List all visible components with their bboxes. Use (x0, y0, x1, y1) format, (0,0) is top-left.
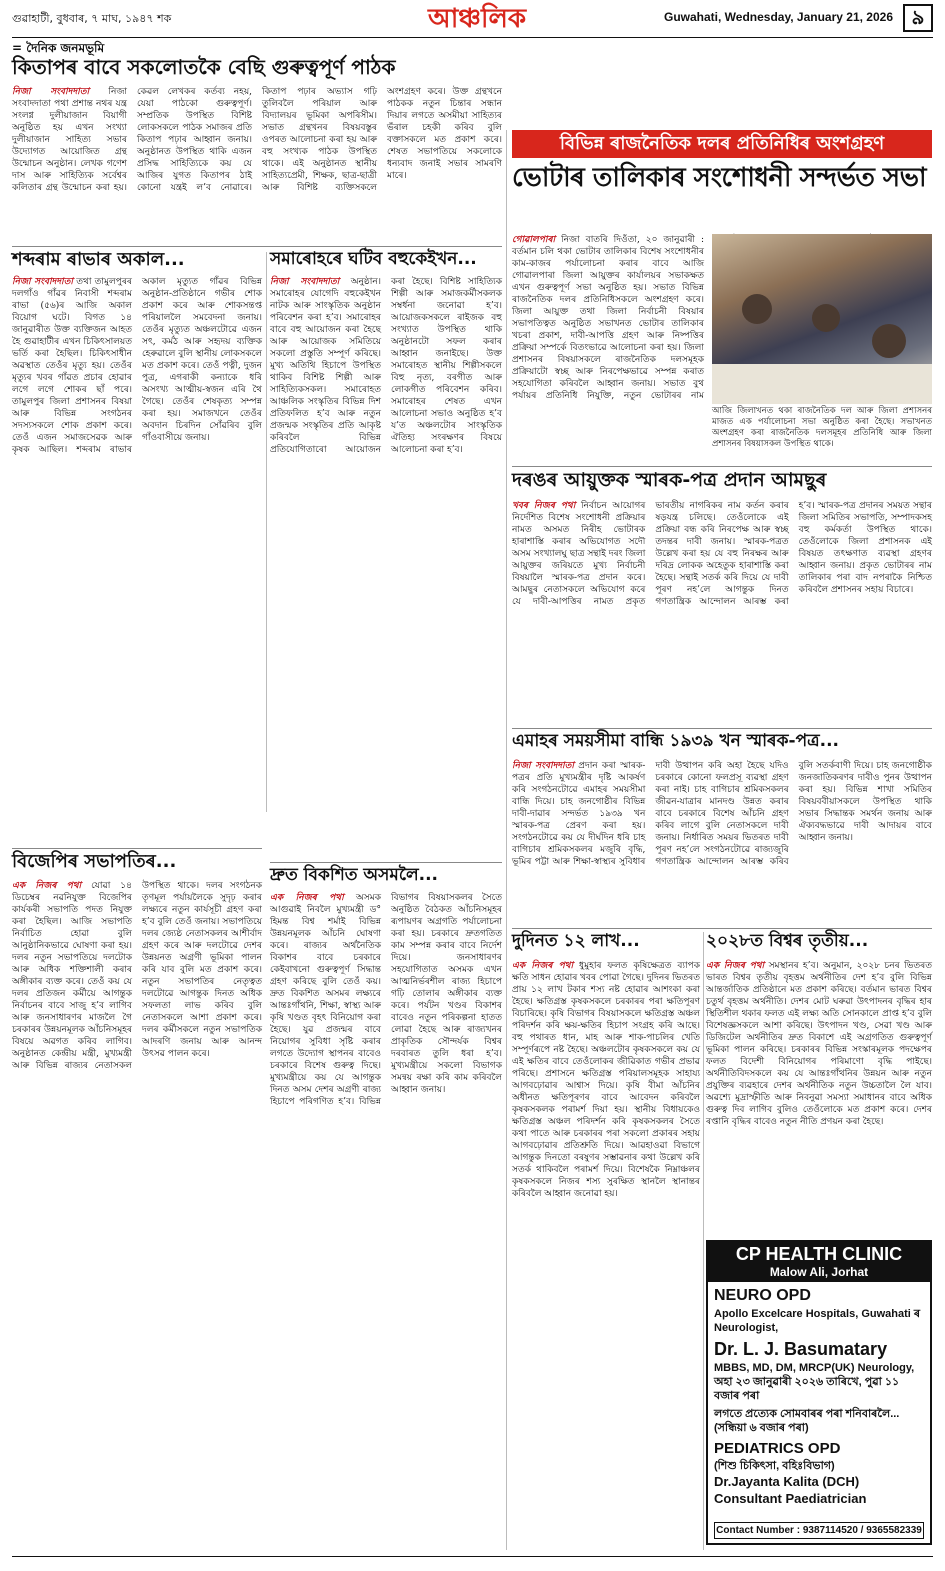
photo-caption-wrap (712, 406, 932, 460)
article-body (270, 276, 502, 806)
voter-headline: ভোটাৰ তালিকাৰ সংশোধনী সন্দৰ্ভত সভা (512, 163, 927, 193)
article-body (512, 234, 704, 410)
article-body (12, 880, 262, 1548)
clinic-advertisement (706, 1240, 932, 1545)
masthead-left-date: গুৱাহাটী, বুধবাৰ, ৭ মাঘ, ১৯৪৭ শক (12, 12, 172, 25)
article-headline: দৰঙৰ আয়ুক্তক স্মাৰক-পত্ৰ প্ৰদান আমছুৰ (512, 469, 827, 491)
ad-pedi-role: Consultant Paediatrician (714, 1491, 867, 1506)
masthead-brand: আঞ্চলিক (427, 4, 527, 34)
voter-headline-wrap (512, 164, 932, 198)
ad-neuro-degree: MBBS, MD, DM, MRCP(UK) Neurology, (714, 1362, 915, 1374)
ad-pedi-doctor: Dr.Jayanta Kalita (DCH) (714, 1474, 860, 1489)
article-body (12, 86, 502, 236)
ad-address: Malow Ali, Jorhat (708, 1265, 930, 1282)
article-samaroh (270, 250, 502, 810)
masthead (12, 4, 933, 38)
divider (12, 246, 502, 247)
article-dudinot (512, 932, 700, 1552)
divider (12, 848, 262, 849)
ad-neuro-date: অহা ২৩ জানুৱাৰী ২০২৬ তাৰিখে, পুৱা ১১ বজাৰ পৰা (714, 1376, 900, 1402)
divider (512, 928, 932, 929)
article-text: অসমক আগুৱাই নিবলৈ মুখ্যমন্ত্ৰী ড° হিমন্ত বিশ্ব শৰ্মাই বিভিন্ন উন্নয়নমূলক আঁচনি ঘোষণা কৰে। ৰাজ্যৰ অৰ্থনৈতিক বিকাশৰ বাবে চৰকাৰে কেইবাখনো গুৰুত্বপূৰ্ণ সিদ্ধান্ত গ্ৰহণ কৰিছে বুলি তেওঁ কয়। দ্ৰুত বিকশিত অসমৰ লক্ষ্যৰে আন্তঃগাঁথনি, শিক্ষা, স্বাস্থ্য আৰু কৃষি খণ্ডত বৃহৎ বিনিয়োগ কৰা হৈছে। যুৱ প্ৰজন্মৰ বাবে নিয়োগৰ সুবিধা সৃষ্টি কৰাৰ লগতে উদ্যোগ স্থাপনৰ বাবেও চৰকাৰে বিশেষ গুৰুত্ব দিছে। মুখ্যমন্ত্ৰীয়ে কয় যে আগন্তুক দিনত অসম দেশৰ অগ্ৰণী ৰাজ্য হিচাপে পৰিগণিত হ’ব। বিভিন্ন বিভাগৰ বিষয়াসকলৰ সৈতে অনুষ্ঠিত বৈঠকত আঁচনিসমূহৰ ৰূপায়ণৰ অগ্ৰগতি পৰ্যালোচনা কৰা হয়। চৰকাৰে দ্ৰুতগতিত কাম সম্পন্ন কৰাৰ বাবে নিৰ্দেশ দিয়ে। জনসাধাৰণৰ সহযোগিতাত অসমক এখন আত্মনিৰ্ভৰশীল ৰাজ্য হিচাপে গঢ়ি তোলাৰ অঙ্গীকাৰ ব্যক্ত কৰে। পৰ্যটন খণ্ডৰ বিকাশৰ বাবেও নতুন পৰিকল্পনা হাতত লোৱা হৈছে আৰু ৰাজ্যখনৰ প্ৰাকৃতিক সৌন্দৰ্যক বিশ্বৰ দৰবাৰত তুলি ধৰা হ’ব। মুখ্যমন্ত্ৰীয়ে সকলো বিভাগক সমন্বয় ৰক্ষা কৰি কাম কৰিবলৈ আহ্বান জনায়। (270, 893, 502, 1107)
column-rule (266, 252, 267, 812)
article-byline: এক নিজৰ পথা (12, 881, 82, 891)
photo-person (812, 304, 840, 332)
article-headline: শব্দৰাম ৰাভাৰ অকাল... (12, 249, 185, 270)
voter-tag (512, 130, 932, 158)
article-byline: নিজা সংবাদদাতা (12, 87, 90, 97)
ad-neuro-role: Neurologist, (714, 1322, 779, 1334)
article-body (512, 760, 932, 920)
article-text: তথা তামুলপুৰৰ দলগাঁও গাঁৱৰ নিবাসী শব্দৰাম ৰাভা (৫৬)ৰ আজি অকাল বিয়োগ ঘটে। বিগত ১৪ জানুৱাৰীত উক্ত ব্যক্তিজন আহত হৈ গুৱাহাটীৰ এখন চিকিৎসালয়ত ভৰ্তি কৰা হৈছিল। চিকিৎসাধীন অৱস্থাত তেওঁৰ মৃত্যু হয়। তেওঁৰ মৃত্যুৰ খবৰ গাঁৱত প্ৰচাৰ হোৱাৰ লগে লগে শোকৰ ছাঁ পৰে। তামুলপুৰ জিলা প্ৰশাসনৰ বিষয়া আৰু বিভিন্ন সংগঠনৰ সদস্যসকলে শোক প্ৰকাশ কৰে। তেওঁ এজন সমাজসেৱক আৰু কৃষক আছিল। শব্দৰাম ৰাভাৰ অকাল মৃত্যুত গাঁৱৰ বিভিন্ন অনুষ্ঠান-প্ৰতিষ্ঠানে গভীৰ শোক প্ৰকাশ কৰে আৰু শোকসন্তপ্ত পৰিয়াললৈ সমবেদনা জনায়। তেওঁৰ মৃত্যুত অঞ্চলটোৱে এজন সৎ, কৰ্মঠ আৰু সহৃদয় ব্যক্তিক হেৰুৱালে বুলি স্থানীয় লোকসকলে মত প্ৰকাশ কৰে। তেওঁ পত্নী, দুজন পুত্ৰ, এগৰাকী কন্যাকে ধৰি অসংখ্য আত্মীয়-স্বজন এৰি থৈ গৈছে। তেওঁৰ শেষকৃত্য সম্পন্ন কৰা হয়। সমাজখনে তেওঁৰ অবদান চিৰদিন সোঁৱৰিব বুলি গাঁওবাসীয়ে জনায়। (12, 277, 262, 455)
article-text: নিজা বাতৰি দিওঁতা, ২০ জানুৱাৰী : বৰ্তমান চলি থকা ভোটাৰ তালিকাৰ বিশেষ সংশোধনীৰ কাম-কাজৰ পৰ্যালোচনা কৰাৰ বাবে আজি গোৱালপাৰা জিলা আয়ুক্তৰ কাৰ্যালয়ৰ সভাকক্ষত এখন গুৰুত্বপূৰ্ণ সভা অনুষ্ঠিত হয়। সভাত বিভিন্ন ৰাজনৈতিক দলৰ প্ৰতিনিধিসকলে অংশগ্ৰহণ কৰে। জিলা আয়ুক্ত তথা জিলা নিৰ্বাচনী বিষয়াৰ সভাপতিত্বত অনুষ্ঠিত সভাখনত ভোটাৰ তালিকাৰ খচৰা প্ৰকাশ, দাবী-আপত্তি গ্ৰহণ আৰু নিষ্পত্তিৰ প্ৰক্ৰিয়া সম্পৰ্কে বিতংভাৱে আলোচনা কৰা হয়। জিলা প্ৰশাসনৰ বিষয়াসকলে ৰাজনৈতিক দলসমূহক প্ৰক্ৰিয়াটো স্বচ্ছ আৰু নিৰপেক্ষভাৱে সম্পন্ন কৰাত সহযোগিতা কৰিবলৈ আহ্বান জনায়। সভাত বুথ পৰ্যায়ৰ প্ৰতিনিধি নিযুক্তি, নতুন ভোটাৰৰ নাম (512, 235, 704, 401)
masthead-right-date: Guwahati, Wednesday, January 21, 2026 (664, 10, 893, 24)
article-voter (512, 234, 704, 410)
article-byline: নিজা সংবাদদাতা (270, 277, 340, 287)
article-text: নিজা সংবাদদাতা পথা প্ৰশান্ত নথৰ যন্ত্ৰ সংলগ্ন দুলীয়াজান বিয়াগী অনুষ্ঠিত হয় এখন সংখ্যা দুলীয়াজান সাহিত্য সভাৰ উদ্যোগত আয়োজিত গ্ৰন্থ উন্মোচন অনুষ্ঠান। লেখক গণেশ দাস আৰু সাহিত্যিক সৰ্বেশ্বৰ কলিতাৰ গ্ৰন্থ উন্মোচন কৰা হয়। কেৱল লেখকৰ কৰ্তব্য নহয়, যেয়া পাঠকো গুৰুত্বপূৰ্ণ। সম্প্ৰতিক উপস্থিত বিশিষ্ট লোকসকলে পাঠক সমাজৰ প্ৰতি কিতাপ পঢ়াৰ আহ্বান জনায়। অনুষ্ঠানত উপস্থিত থাকি এজন প্ৰসিদ্ধ সাহিত্যিকে কয় যে আজিৰ যুগত কিতাপৰ ঠাই কোনো যন্ত্ৰই ল’ব নোৱাৰে। কিতাপ পঢ়াৰ অভ্যাস গঢ়ি তুলিবলৈ পৰিয়াল আৰু বিদ্যালয়ৰ ভূমিকা অপৰিসীম। সভাত গ্ৰন্থখনৰ বিষয়বস্তুৰ ওপৰত আলোচনা কৰা হয় আৰু বহু সংখ্যক পাঠক উপস্থিত থাকে। এই অনুষ্ঠানত স্থানীয় সাহিত্যপ্ৰেমী, শিক্ষক, ছাত্ৰ-ছাত্ৰী আৰু বিশিষ্ট ব্যক্তিসকলে অংশগ্ৰহণ কৰে। উক্ত গ্ৰন্থখনে পাঠকক নতুন চিন্তাৰ সন্ধান দিয়াৰ লগতে অসমীয়া সাহিত্যৰ ভঁৰাল চহকী কৰিব বুলি বক্তাসকলে মত প্ৰকাশ কৰে। শেষত সভাপতিয়ে সকলোকে ধন্যবাদ জনাই সভাৰ সামৰণি মাৰে। (12, 87, 502, 193)
meeting-photo (712, 234, 932, 404)
article-headline: কিতাপৰ বাবে সকলোতকৈ বেছি গুৰুত্বপূর্ণ পাঠক (12, 55, 396, 79)
column-rule (506, 130, 507, 1550)
article-text: সমস্থানৰ হ’ব। অনুমান, ২০২৮ চনৰ ভিতৰত ভাৰত বিশ্বৰ তৃতীয় বৃহত্তম অৰ্থনীতিৰ দেশ হ’ব বুলি বিভিন্ন আন্তৰ্জাতিক প্ৰতিষ্ঠানে মত প্ৰকাশ কৰিছে। বৰ্তমান ভাৰত বিশ্বৰ চতুৰ্থ বৃহত্তম অৰ্থনীতি। দেশৰ মোট ঘৰুৱা উৎপাদনৰ বৃদ্ধিৰ হাৰ স্থিতিশীল থকাৰ ফলত এই লক্ষ্য অতি সোনকালে প্ৰাপ্ত হ’ব বুলি বিশেষজ্ঞসকলে আশা কৰিছে। উৎপাদন খণ্ড, সেৱা খণ্ড আৰু ডিজিটেল অৰ্থনীতিৰ দ্ৰুত বিকাশে এই অগ্ৰগতিত গুৰুত্বপূৰ্ণ ভূমিকা পালন কৰিছে। চৰকাৰৰ বিভিন্ন সংস্কাৰমূলক পদক্ষেপৰ ফলত বিদেশী বিনিয়োগৰ পৰিমাণো বৃদ্ধি পাইছে। অৰ্থনীতিবিদসকলে কয় যে আন্তঃগাঁথনিৰ উন্নয়ন আৰু নতুন প্ৰযুক্তিৰ ব্যৱহাৰে দেশৰ অৰ্থনীতিক নতুন উচ্চতালৈ লৈ যাব। অৱশ্যে মুদ্ৰাস্ফীতি আৰু নিবনুৱা সমস্যা সমাধানৰ বাবে অধিক গুৰুত্ব দিব লাগিব বুলিও তেওঁলোকে মত প্ৰকাশ কৰে। দেশৰ ৰপ্তানি বৃদ্ধিৰ বাবেও নতুন নীতি প্ৰণয়ন কৰা হৈছে। (706, 961, 932, 1127)
ad-regular-time: (সন্ধিয়া ৬ বজাৰ পৰা) (714, 1422, 809, 1434)
ad-clinic-name: CP HEALTH CLINIC (708, 1242, 930, 1265)
voter-tag-title: বিভিন্ন ৰাজনৈতিক দলৰ প্ৰতিনিধিৰ অংশগ্ৰহণ (559, 133, 885, 154)
article-sabdaram (12, 250, 262, 512)
page-number: ৯ (903, 4, 933, 32)
column-rule (703, 932, 704, 1550)
ad-pedi-title: PEDIATRICS OPD (714, 1440, 841, 1457)
photo-person (742, 294, 772, 324)
article-text: প্ৰদান কৰা স্মাৰক-পত্ৰৰ প্ৰতি মুখ্যমন্ত্ৰীৰ দৃষ্টি আকৰ্ষণ কৰি সংগঠনটোৱে এমাহৰ সময়সীমা বান্ধি দিয়ে। চাহ জনগোষ্ঠীৰ বিভিন্ন দাবী-দাৱাৰ সন্দৰ্ভত ১৯৩৯ খন স্মাৰক-পত্ৰ প্ৰেৰণ কৰা হয়। সংগঠনটোৱে কয় যে দীৰ্ঘদিন ধৰি চাহ বাগিচাৰ শ্ৰমিকসকলৰ মজুৰি বৃদ্ধি, ভূমিৰ পট্টা আৰু শিক্ষা-স্বাস্থ্যৰ সুবিধাৰ দাবী উত্থাপন কৰি অহা হৈছে যদিও চৰকাৰে কোনো ফলপ্ৰসূ ব্যৱস্থা গ্ৰহণ কৰা নাই। চাহ বাগিচাৰ শ্ৰমিকসকলৰ জীৱন-যাত্ৰাৰ মানদণ্ড উন্নত কৰাৰ বাবে চৰকাৰে বিশেষ আঁচনি গ্ৰহণ কৰিব লাগে বুলি নেতাসকলে দাবী জনায়। নিৰ্ধাৰিত সময়ৰ ভিতৰত দাবী পূৰণ নহ’লে সংগঠনটোৱে ৰাজ্যজুৰি গণতান্ত্ৰিক আন্দোলন আৰম্ভ কৰিব বুলি সতৰ্কবাণী দিয়ে। চাহ জনগোষ্ঠীক জনজাতিকৰণৰ দাবীও পুনৰ উত্থাপন কৰা হয়। বিভিন্ন শাখা সমিতিৰ বিষয়ববীয়াসকলে উপস্থিত থাকি সভাৰ সিদ্ধান্তক সমৰ্থন জনায় আৰু ঐক্যবদ্ধভাৱে দাবী আদায়ৰ বাবে আহ্বান জনায়। (512, 761, 932, 867)
voter-cont (512, 410, 704, 462)
ad-neuro-hospital: Apollo Excelcare Hospitals, Guwahati ৰ (714, 1308, 921, 1320)
ad-pedi-sub: (শিশু চিকিৎসা, বহিঃবিভাগ) (714, 1460, 835, 1472)
article-bijepi (12, 852, 262, 1552)
article-body (12, 276, 262, 508)
ad-neuro-doctor: Dr. L. J. Basumatary (714, 1339, 888, 1359)
ad-neuro-title: NEURO OPD (714, 1287, 811, 1304)
article-headline: বিজেপিৰ সভাপতিৰ... (12, 851, 177, 872)
photo-person (872, 324, 906, 358)
divider (512, 728, 932, 729)
article-byline: এক নিজৰ পথা (706, 961, 765, 971)
article-byline: নিজা সংবাদদাতা (512, 761, 574, 771)
article-byline: গোৱালপাৰা (512, 235, 556, 245)
article-text: অনুষ্ঠান। সমাৰোহৰ যোগেদি বহুকেইখন নাটক আৰু সাংস্কৃতিক অনুষ্ঠান পৰিবেশন কৰা হ’ব। সমাৰোহৰ বাবে বহু আয়োজন কৰা হৈছে আৰু আয়োজক সমিতিয়ে সকলো প্ৰস্তুতি সম্পূৰ্ণ কৰিছে। মুখ্য অতিথি হিচাপে উপস্থিত থাকিব বিশিষ্ট শিল্পী আৰু সাহিত্যিকসকল। সমাৰোহত আঞ্চলিক সংস্কৃতিৰ বিভিন্ন দিশ প্ৰতিফলিত হ’ব আৰু নতুন প্ৰজন্মক সংস্কৃতিৰ প্ৰতি আকৃষ্ট কৰিবলৈ বিভিন্ন প্ৰতিযোগিতাৰো আয়োজন কৰা হৈছে। বিশিষ্ট সাহিত্যিক শিল্পী আৰু সমাজকৰ্মীসকলক সম্বৰ্ধনা জনোৱা হ’ব। আয়োজকসকলে ৰাইজক বহু সংখ্যাত উপস্থিত থাকি অনুষ্ঠানটো সফল কৰাৰ আহ্বান জনাইছে। উক্ত সমাৰোহত স্থানীয় শিল্পীসকলে বিহু নৃত্য, বৰগীত আৰু লোকগীত পৰিবেশন কৰিব। সমাৰোহৰ শেষত এখন আলোচনা সভাও অনুষ্ঠিত হ’ব য’ত অঞ্চলটোৰ সাংস্কৃতিক ঐতিহ্য সংৰক্ষণৰ বিষয়ে আলোচনা কৰা হ’ব। (270, 277, 502, 455)
article-kitap (12, 56, 502, 242)
article-headline: দ্ৰুত বিকশিত অসমলৈ... (270, 865, 439, 885)
ad-regular: লগতে প্ৰত্যেক সোমবাৰৰ পৰা শনিবাৰলৈ... (714, 1408, 900, 1420)
article-byline: খবৰ নিজৰ পথা (512, 501, 576, 511)
article-headline: দুদিনত ১২ লাখ... (512, 931, 640, 951)
divider (270, 862, 502, 863)
article-drut (270, 866, 502, 1552)
photo-caption: আজি জিলাখনত থকা ৰাজনৈতিক দল আৰু জিলা প্ৰশাসনৰ মাজত এক পৰ্যালোচনা সভা অনুষ্ঠিত কৰা হৈছে। সভাখনত অংশগ্ৰহণ কৰা ৰাজনৈতিক দলসমূহৰ প্ৰতিনিধি আৰু জিলা প্ৰশাসনৰ বিষয়াসকল উপস্থিত থাকে। (712, 406, 932, 449)
article-body (270, 892, 502, 1548)
article-byline: নিজা সংবাদদাতা (12, 277, 73, 287)
divider (512, 466, 932, 467)
ad-contact: Contact Number : 9387114520 / 9365582339 (714, 1522, 924, 1539)
footer-rule (12, 1556, 933, 1557)
article-text: ধুমুহাৰ ফলত কৃষিক্ষেত্ৰত ব্যাপক ক্ষতি সাধন হোৱাৰ খবৰ পোৱা গৈছে। দুদিনৰ ভিতৰত প্ৰায় ১২ লাখ টকাৰ শস্য নষ্ট হোৱাৰ আশংকা কৰা হৈছে। ক্ষতিগ্ৰস্ত কৃষকসকলে চৰকাৰৰ পৰা ক্ষতিপূৰণ বিচাৰিছে। কৃষি বিভাগৰ বিষয়াসকলে ক্ষতিগ্ৰস্ত অঞ্চল পৰিদৰ্শন কৰি ক্ষয়-ক্ষতিৰ হিচাপ সংগ্ৰহ কৰি আছে। বহু পথাৰত ধান, মাহ আৰু শাক-পাচলিৰ খেতি সম্পূৰ্ণৰূপে নষ্ট হৈছে। অঞ্চলটোৰ কৃষকসকলে কয় যে এই ক্ষতিৰ বাবে তেওঁলোকৰ জীৱিকাত গভীৰ প্ৰভাৱ পৰিছে। প্ৰশাসনে ক্ষতিগ্ৰস্ত পৰিয়ালসমূহক সাহায্য আগবঢ়োৱাৰ আশ্বাস দিয়ে। কৃষি বীমা আঁচনিৰ অধীনত ক্ষতিপূৰণৰ বাবে আবেদন কৰিবলৈ কৃষকসকলক পৰামৰ্শ দিয়া হয়। স্থানীয় বিধায়কেও ক্ষতিগ্ৰস্ত অঞ্চল পৰিদৰ্শন কৰি কৃষকসকলৰ সৈতে কথা পাতে আৰু চৰকাৰৰ পৰা সকলো প্ৰকাৰৰ সহায় আগবঢ়োৱাৰ প্ৰতিশ্ৰুতি দিয়ে। আৱহাওৱা বিভাগে আগন্তুক দিনতো বৰষুণৰ সম্ভাৱনাৰ কথা উল্লেখ কৰি সতৰ্ক থাকিবলৈ পৰামৰ্শ দিয়ে। বিশেষকৈ নিম্নাঞ্চলৰ কৃষকসকলে নিজৰ শস্য সুৰক্ষিত স্থানলৈ স্থানান্তৰ কৰিবলৈ আহ্বান জনোৱা হয়। (512, 961, 700, 1199)
article-body (512, 960, 700, 1550)
article-headline: সমাৰোহৰে ঘটিব বহুকেইখন... (270, 249, 477, 269)
article-body (706, 960, 932, 1232)
article-text: নিৰ্বাচন আয়োগৰ নিৰ্দেশিত বিশেষ সংশোধনী প্ৰক্ৰিয়াৰ নামত অসমত নিৰীহ ভোটাৰক হাৰাশাস্তি কৰাৰ অভিযোগত সদৌ অসম সংখ্যালঘু ছাত্ৰ সন্থাই দৰং জিলা আয়ুক্তৰ জৰিয়তে মুখ্য নিৰ্বাচনী বিষয়ালৈ স্মাৰক-পত্ৰ প্ৰদান কৰে। আমছুৰ নেতাসকলে অভিযোগ কৰে যে দাবী-আপত্তিৰ নামত প্ৰকৃত ভাৰতীয় নাগৰিকৰ নাম কৰ্তন কৰাৰ ষড়যন্ত্ৰ চলিছে। তেওঁলোকে এই প্ৰক্ৰিয়া বন্ধ কৰি নিৰপেক্ষ আৰু স্বচ্ছ তদন্তৰ দাবী জনায়। স্মাৰক-পত্ৰত উল্লেখ কৰা হয় যে বহু নিৰক্ষৰ আৰু দৰিদ্ৰ লোকক অহেতুক হাৰাশাস্তি কৰা হৈছে। সন্থাই সতৰ্ক কৰি দিয়ে যে দাবী পূৰণ নহ’লে আগন্তুক দিনত গণতান্ত্ৰিক আন্দোলন আৰম্ভ কৰা হ’ব। স্মাৰক-পত্ৰ প্ৰদানৰ সময়ত সন্থাৰ জিলা সমিতিৰ সভাপতি, সম্পাদকসহ বহু কৰ্মকৰ্তা উপস্থিত থাকে। তেওঁলোকে জিলা প্ৰশাসনক এই বিষয়ত তৎক্ষণাত ব্যৱস্থা গ্ৰহণৰ আহ্বান জনায়। প্ৰকৃত ভোটাৰৰ নাম তালিকাৰ পৰা বাদ নপৰাকৈ নিশ্চিত কৰিবলৈ প্ৰশাসনৰ সহায় বিচাৰে। (512, 501, 932, 607)
article-emahar (512, 732, 932, 922)
article-darang (512, 470, 932, 720)
article-headline: ২০২৮ত বিশ্বৰ তৃতীয়... (706, 931, 869, 951)
section-label: = দৈনিক জনমভূমি (12, 41, 105, 55)
masthead-divider (12, 37, 933, 38)
article-bishwa (706, 932, 932, 1234)
article-byline: এক নিজৰ পথা (512, 961, 574, 971)
article-body (512, 500, 932, 718)
article-byline: এক নিজৰ পথা (270, 893, 344, 903)
article-headline: এমাহৰ সময়সীমা বান্ধি ১৯৩৯ খন স্মাৰক-পত্ৰ... (512, 731, 839, 751)
article-text: যোৱা ১৪ ডিচেম্বৰ নৱনিযুক্ত বিজেপিৰ কাৰ্যকৰী সভাপতি পদত নিযুক্ত কৰা হৈছিল। আজি সভাপতি নিৰ্বাচিত হোৱা বুলি আনুষ্ঠানিকভাৱে ঘোষণা কৰা হয়। দলৰ নতুন সভাপতিয়ে দলটোক আৰু অধিক শক্তিশালী কৰাৰ অঙ্গীকাৰ ব্যক্ত কৰে। তেওঁ কয় যে দলৰ প্ৰতিজন কৰ্মীয়ে আগন্তুক নিৰ্বাচনৰ বাবে সাজু হ’ব লাগিব আৰু জনসাধাৰণৰ মাজলৈ গৈ চৰকাৰৰ উন্নয়নমূলক আঁচনিসমূহৰ বিষয়ে অৱগত কৰিব লাগিব। অনুষ্ঠানত কেন্দ্ৰীয় মন্ত্ৰী, মুখ্যমন্ত্ৰী আৰু বিভিন্ন ৰাজ্যৰ নেতাসকল উপস্থিত থাকে। দলৰ সংগঠনক তৃণমূল পৰ্যায়লৈকে সুদৃঢ় কৰাৰ লক্ষ্যৰে নতুন কাৰ্যসূচী গ্ৰহণ কৰা হ’ব বুলি তেওঁ জনায়। সভাপতিয়ে দলৰ জ্যেষ্ঠ নেতাসকলৰ আশীৰ্বাদ গ্ৰহণ কৰে আৰু দলটোৱে দেশৰ উন্নয়নত অগ্ৰণী ভূমিকা পালন কৰি যাব বুলি মত প্ৰকাশ কৰে। নতুন সভাপতিৰ নেতৃত্বত দলটোৱে আগন্তুক দিনত অধিক সফলতা লাভ কৰিব বুলি নেতাসকলে আশা প্ৰকাশ কৰে। দলৰ কৰ্মীসকলে নতুন সভাপতিক আদৰণি জনায় আৰু আনন্দ উৎসৱ পালন কৰে। (12, 881, 262, 1071)
photo-table (712, 364, 932, 404)
